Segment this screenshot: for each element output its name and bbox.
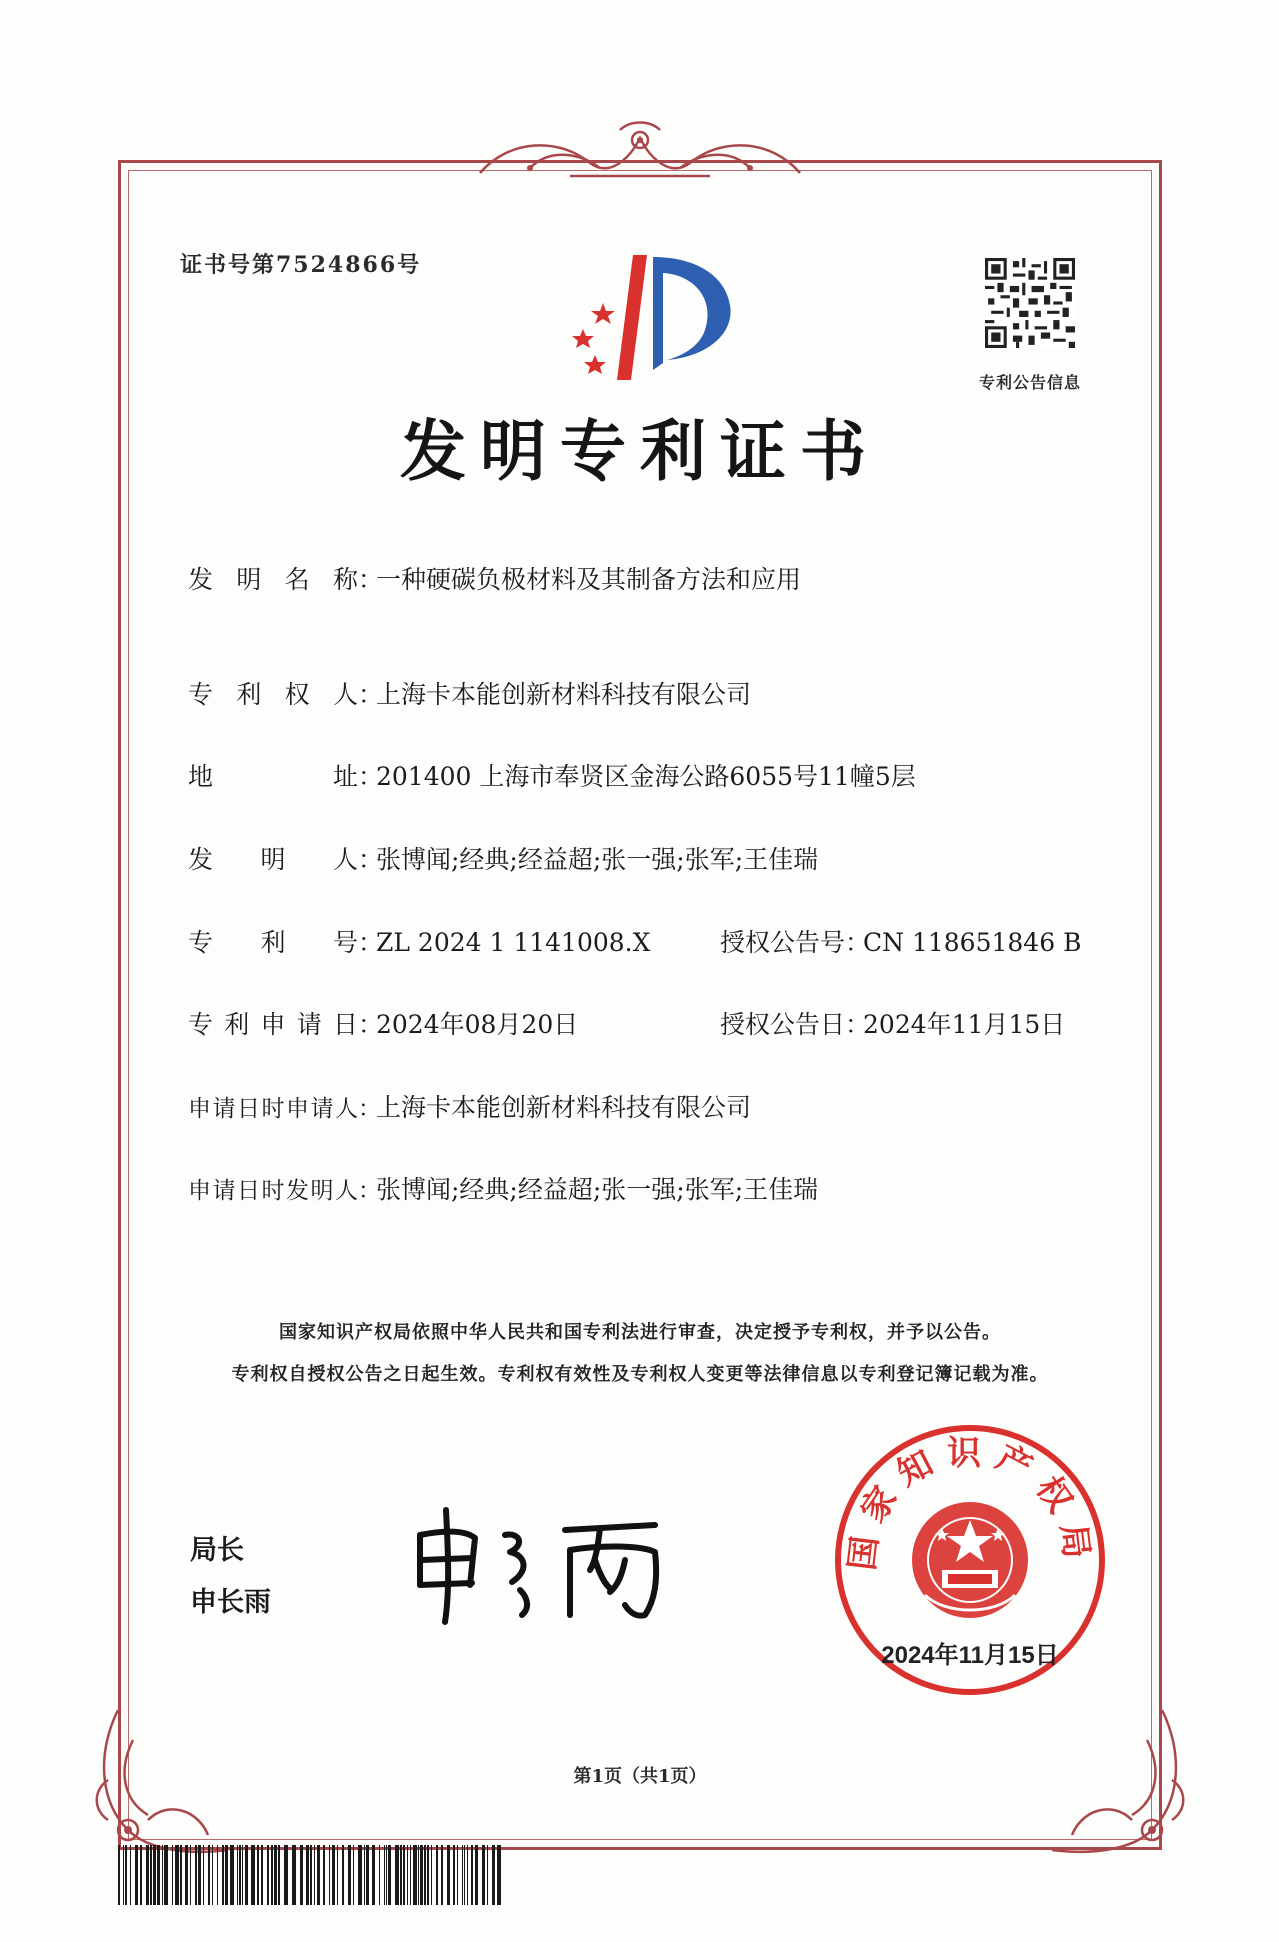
barcode-bar [475, 1845, 478, 1905]
barcode-bar [353, 1845, 354, 1905]
barcode-bar [245, 1845, 248, 1905]
barcode-bar [337, 1845, 338, 1905]
field-label: 专利申请日 [188, 1010, 358, 1039]
barcode-bar [217, 1845, 218, 1905]
barcode-bar [284, 1845, 288, 1905]
barcode-bar [467, 1845, 468, 1905]
barcode-bar [300, 1845, 303, 1905]
field-application-date: 专利申请日：2024年08月20日 [188, 1005, 578, 1041]
barcode-bar [388, 1845, 391, 1905]
barcode-bar [492, 1845, 495, 1905]
barcode-bar [457, 1845, 458, 1905]
barcode-bar [462, 1845, 463, 1905]
barcode-bar [267, 1845, 269, 1905]
field-label: 地址 [188, 762, 358, 791]
declaration-line-1: 国家知识产权局依照中华人民共和国专利法进行审查，决定授予专利权，并予以公告。 [279, 1322, 1001, 1343]
barcode-bar [317, 1845, 320, 1905]
field-inventor-at-filing: 申请日时发明人：张博闻;经典;经益超;张一强;张军;王佳瑞 [188, 1170, 818, 1206]
seal-agency-text: 国家知识产权局 [842, 1433, 1098, 1573]
field-patentee: 专利权人：上海卡本能创新材料科技有限公司 [188, 675, 751, 711]
field-grant-pub-date: 授权公告日：2024年11月15日 [720, 1005, 1065, 1041]
barcode-bar [195, 1845, 197, 1905]
field-patent-number: 专利号：ZL 2024 1 1141008.X [188, 923, 650, 959]
field-value: ZL 2024 1 1141008.X [376, 928, 651, 957]
barcode-bar [203, 1845, 204, 1905]
qr-code-icon [985, 258, 1075, 348]
barcode-bar [164, 1845, 168, 1905]
barcode-bar [125, 1845, 127, 1905]
barcode-bar [118, 1845, 120, 1905]
barcode-bar [441, 1845, 443, 1905]
field-value: 2024年08月20日 [376, 1010, 579, 1039]
field-label: 发明人 [188, 845, 358, 874]
barcode-bar [400, 1845, 402, 1905]
field-label: 申请日时发明人 [188, 1178, 358, 1204]
field-address: 地址：201400 上海市奉贤区金海公路6055号11幢5层 [188, 757, 916, 793]
barcode-bar [208, 1845, 210, 1905]
barcode-bar [314, 1845, 315, 1905]
field-value: 2024年11月15日 [863, 1010, 1066, 1039]
barcode-bar [395, 1845, 399, 1905]
barcode-bar [292, 1845, 296, 1905]
certificate-number: 证书号第7524866号 [180, 252, 422, 278]
barcode-bar [342, 1845, 344, 1905]
barcode-bar [310, 1845, 312, 1905]
barcode-bar [358, 1845, 362, 1905]
barcode-bar [146, 1845, 149, 1905]
field-value: CN 118651846 B [863, 928, 1082, 957]
barcode-bar [135, 1845, 138, 1905]
barcode-bar [212, 1845, 213, 1905]
barcode-bar [162, 1845, 163, 1905]
barcode-bar [257, 1845, 259, 1905]
field-value: 201400 上海市奉贤区金海公路6055号11幢5层 [376, 762, 916, 791]
field-invention-name: 发明名称：一种硬碳负极材料及其制备方法和应用 [188, 560, 801, 596]
page-number: 第1页（共1页） [573, 1766, 707, 1787]
barcode-bar [413, 1845, 417, 1905]
qr-caption: 专利公告信息 [978, 373, 1081, 392]
seal-date-text: 2024年11月15日 [881, 1642, 1059, 1669]
page-title: 发明专利证书 [400, 413, 880, 490]
barcode-bar [427, 1845, 429, 1905]
barcode-bar [364, 1845, 365, 1905]
barcode-bar [420, 1845, 423, 1905]
cnipa-logo-icon [555, 245, 755, 385]
field-value: 上海卡本能创新材料科技有限公司 [376, 1093, 752, 1122]
barcode-bar [464, 1845, 465, 1905]
director-name: 申长雨 [190, 1587, 271, 1618]
barcode-bar [431, 1845, 432, 1905]
barcode-bar [242, 1845, 243, 1905]
barcode-bar [306, 1845, 309, 1905]
barcode-bar [175, 1845, 179, 1905]
barcode-bar [384, 1845, 385, 1905]
field-applicant-at-filing: 申请日时申请人：上海卡本能创新材料科技有限公司 [188, 1088, 751, 1124]
barcode-strip-icon [118, 1845, 1198, 1905]
field-grant-pub-number: 授权公告号：CN 118651846 B [720, 923, 1081, 959]
barcode-bar [436, 1845, 438, 1905]
barcode-bar [237, 1845, 238, 1905]
barcode-bar [271, 1845, 273, 1905]
barcode-bar [278, 1845, 280, 1905]
barcode-bar [130, 1845, 131, 1905]
barcode-bar [230, 1845, 234, 1905]
barcode-bar [403, 1845, 405, 1905]
barcode-bar [153, 1845, 156, 1905]
field-label: 发明名称 [188, 565, 358, 594]
barcode-bar [418, 1845, 419, 1905]
field-label: 专利号 [188, 928, 358, 957]
official-seal-icon [830, 1420, 1110, 1700]
barcode-bar [379, 1845, 380, 1905]
barcode-bar [424, 1845, 426, 1905]
field-label: 授权公告号 [720, 928, 846, 957]
barcode-bar [497, 1845, 501, 1905]
barcode-bar [366, 1845, 369, 1905]
barcode-bar [372, 1845, 375, 1905]
barcode-bar [482, 1845, 485, 1905]
field-value: 一种硬碳负极材料及其制备方法和应用 [376, 565, 802, 594]
director-title: 局长 [190, 1535, 244, 1566]
field-label: 授权公告日 [720, 1010, 846, 1039]
barcode-bar [323, 1845, 325, 1905]
barcode-bar [261, 1845, 263, 1905]
barcode-bar [140, 1845, 142, 1905]
barcode-bar [348, 1845, 351, 1905]
barcode-bar [222, 1845, 224, 1905]
barcode-bar [471, 1845, 473, 1905]
barcode-bar [251, 1845, 255, 1905]
declaration-line-2: 专利权自授权公告之日起生效。专利权有效性及专利权人变更等法律信息以专利登记簿记载为准。 [231, 1364, 1049, 1385]
barcode-bar [274, 1845, 277, 1905]
barcode-bar [239, 1845, 241, 1905]
field-label: 专利权人 [188, 680, 358, 709]
barcode-bar [407, 1845, 408, 1905]
barcode-bar [150, 1845, 152, 1905]
barcode-bar [185, 1845, 188, 1905]
barcode-bar [123, 1845, 124, 1905]
barcode-bar [225, 1845, 228, 1905]
barcode-bar [329, 1845, 330, 1905]
top-ornament [470, 118, 810, 188]
field-value: 张博闻;经典;经益超;张一强;张军;王佳瑞 [376, 1175, 819, 1204]
barcode-bar [410, 1845, 411, 1905]
field-label: 申请日时申请人 [188, 1096, 358, 1122]
barcode-bar [198, 1845, 201, 1905]
field-value: 上海卡本能创新材料科技有限公司 [376, 680, 752, 709]
field-inventor: 发明人：张博闻;经典;经益超;张一强;张军;王佳瑞 [188, 840, 818, 876]
barcode-bar [332, 1845, 335, 1905]
barcode-bar [453, 1845, 455, 1905]
barcode-bar [487, 1845, 488, 1905]
barcode-bar [157, 1845, 160, 1905]
barcode-bar [172, 1845, 173, 1905]
barcode-bar [180, 1845, 182, 1905]
barcode-bar [386, 1845, 387, 1905]
barcode-bar [190, 1845, 191, 1905]
barcode-bar [447, 1845, 450, 1905]
director-signature-icon [400, 1490, 680, 1630]
field-value: 张博闻;经典;经益超;张一强;张军;王佳瑞 [376, 845, 819, 874]
